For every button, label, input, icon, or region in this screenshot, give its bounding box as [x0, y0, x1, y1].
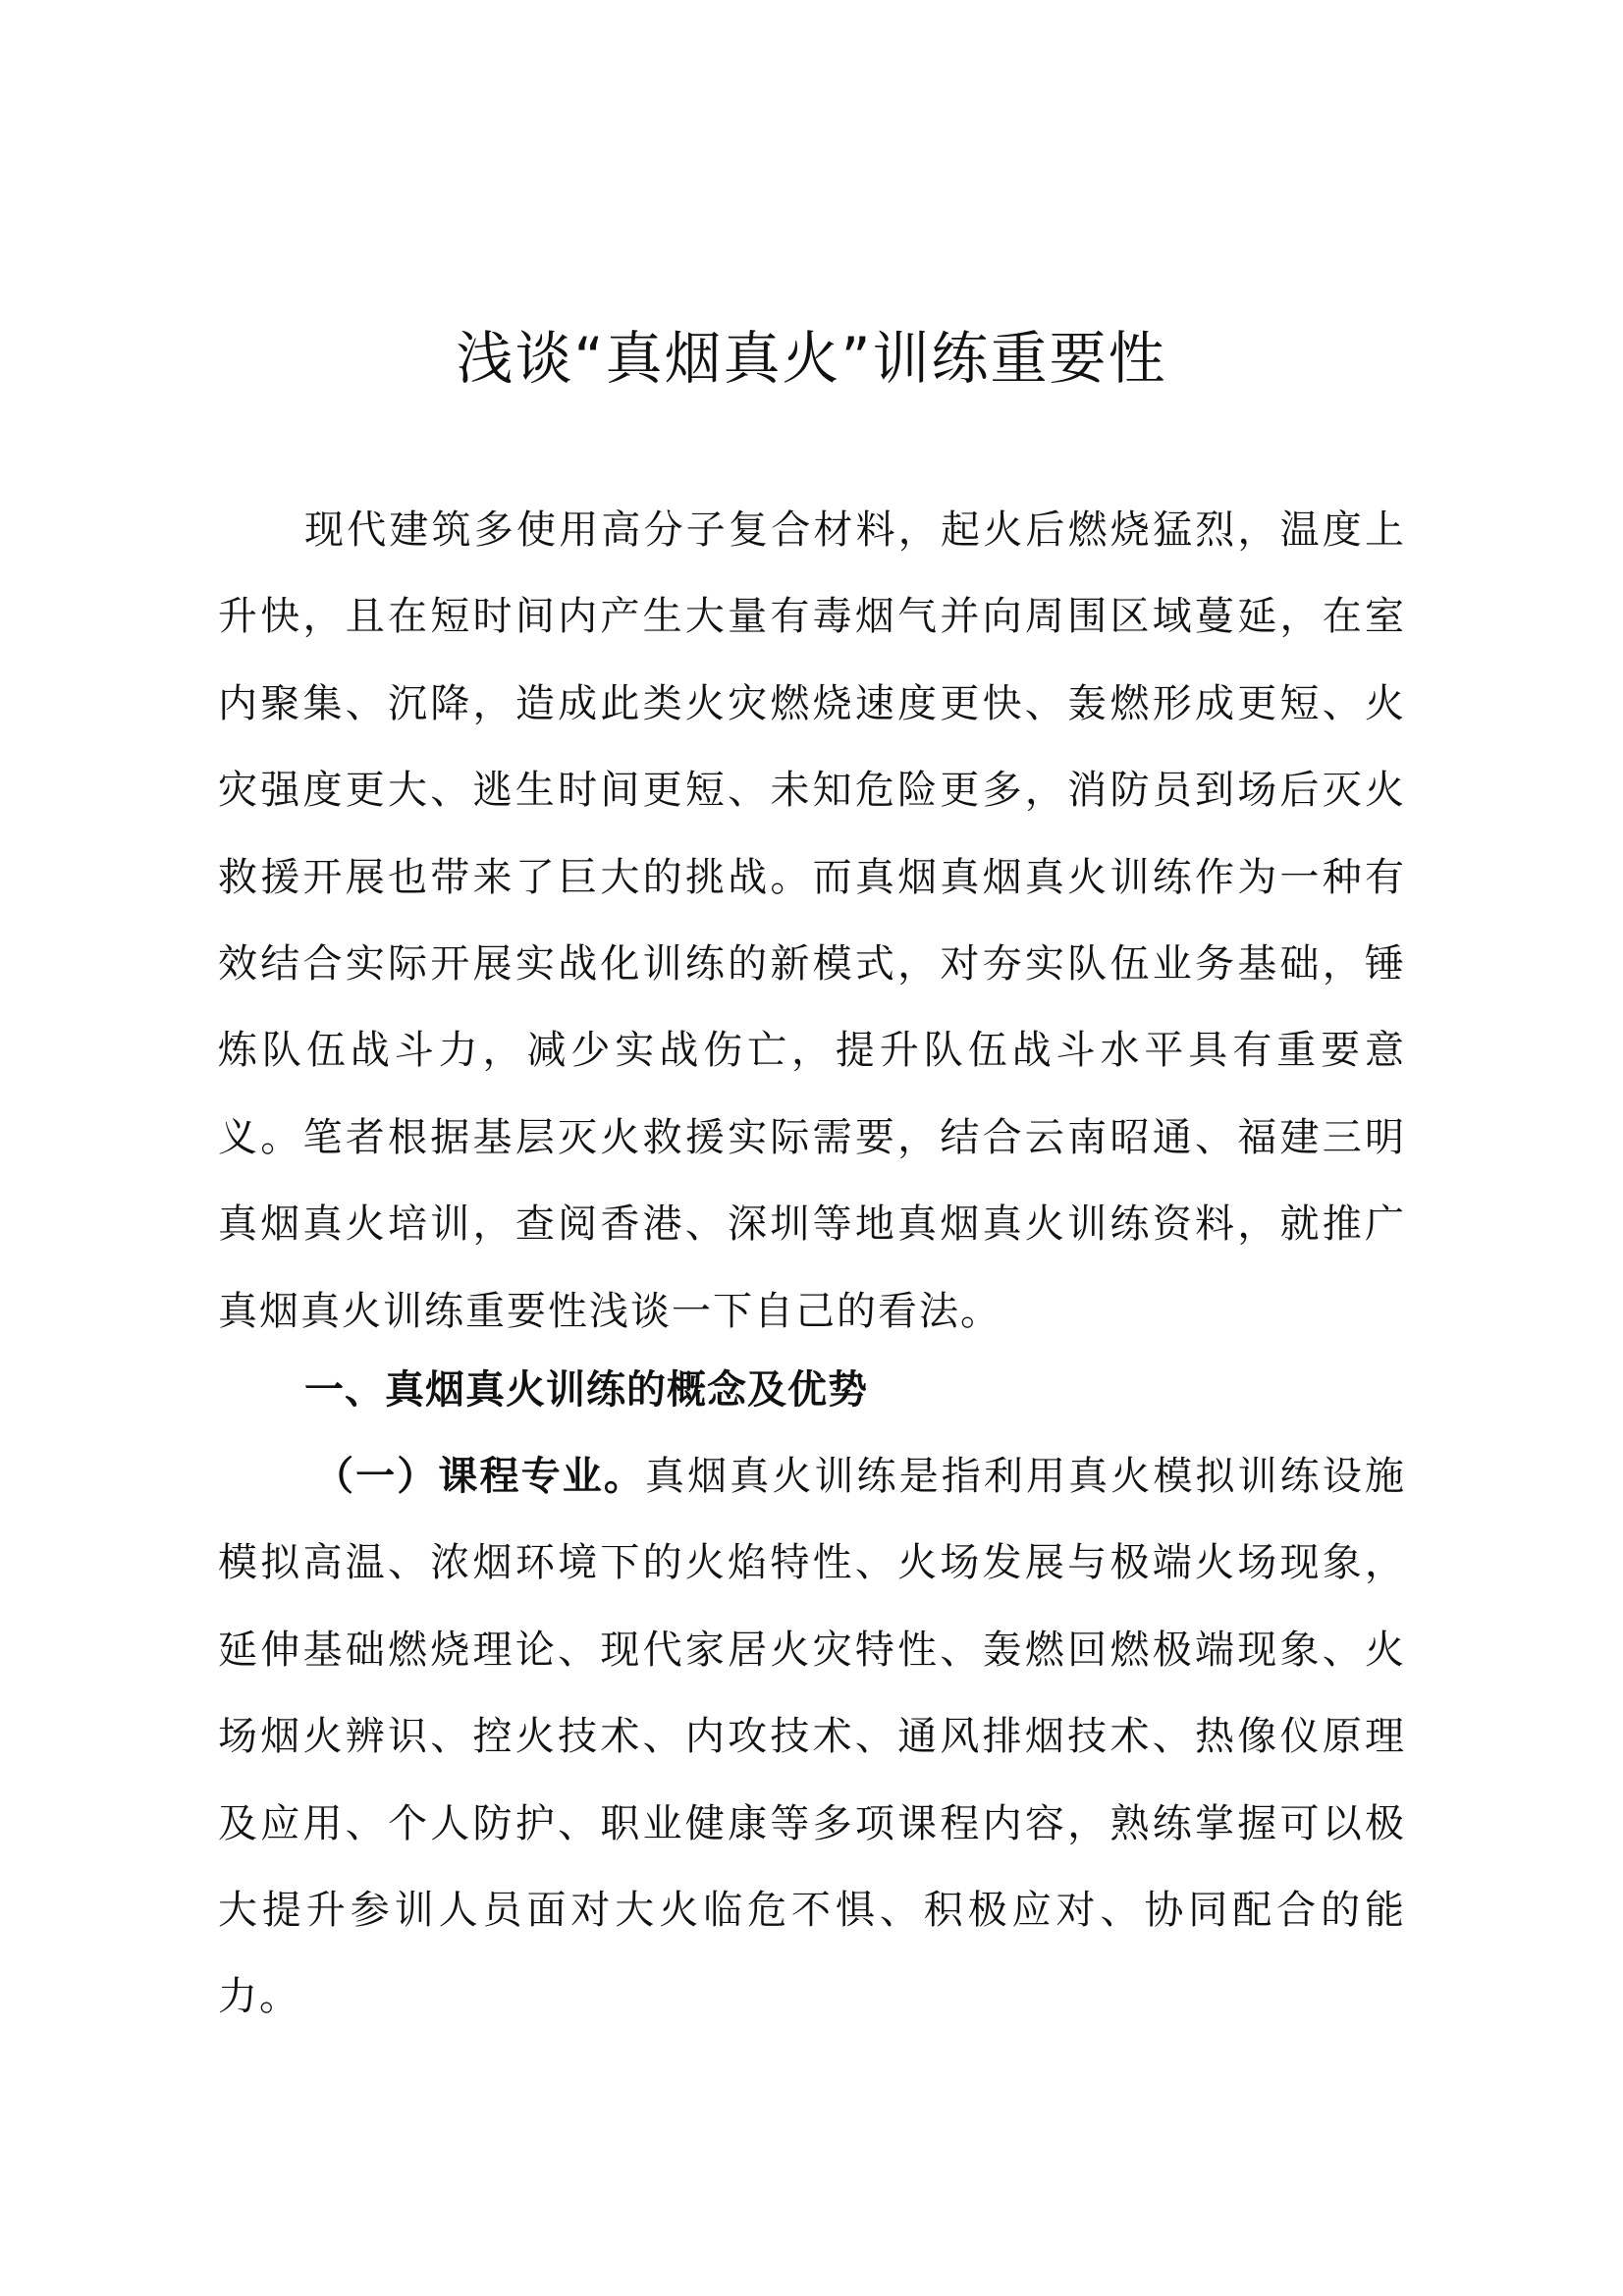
subsection-text: 真烟真火训练是指利用真火模拟训练设施模拟高温、浓烟环境下的火焰特性、火场发展与极端火场现象，延伸基础燃烧理论、现代家居火灾特性、轰燃回燃极端现象、火场烟火辨识、控火技术、内攻技术、通风排烟技术、热像仪原理及应用、个人防护、职业健康等多项课程内容，熟练掌握可以极大提升参训人员面对大火临危不惧、积极应对、协同配合的能力。 — [218, 1454, 1407, 2020]
document-title: 浅谈“真烟真火”训练重要性 — [456, 325, 1167, 392]
intro-paragraph: 现代建筑多使用高分子复合材料，起火后燃烧猛烈，温度上升快，且在短时间内产生大量有毒烟气并向周围区域蔓延，在室内聚集、沉降，造成此类火灾燃烧速度更快、轰燃形成更短、火灾强度更大、逃生时间更短、未知危险更多，消防员到场后灭火救援开展也带来了巨大的挑战。而真烟真烟真火训练作为一种有效结合实际开展实战化训练的新模式，对夯实队伍业务基础，锤炼队伍战斗力，减少实战伤亡，提升队伍战斗水平具有重要意义。笔者根据基层灭火救援实际需要，结合云南昭通、福建三明真烟真火培训，查阅香港、深圳等地真烟真火训练资料，就推广真烟真火训练重要性浅谈一下自己的看法。 — [218, 507, 1406, 1334]
subsection-label: （一）课程专业。 — [314, 1454, 645, 1499]
subsection-paragraph-1 — [218, 1433, 1406, 2041]
section-heading-1: 一、真烟真火训练的概念及优势 — [304, 1367, 868, 1413]
